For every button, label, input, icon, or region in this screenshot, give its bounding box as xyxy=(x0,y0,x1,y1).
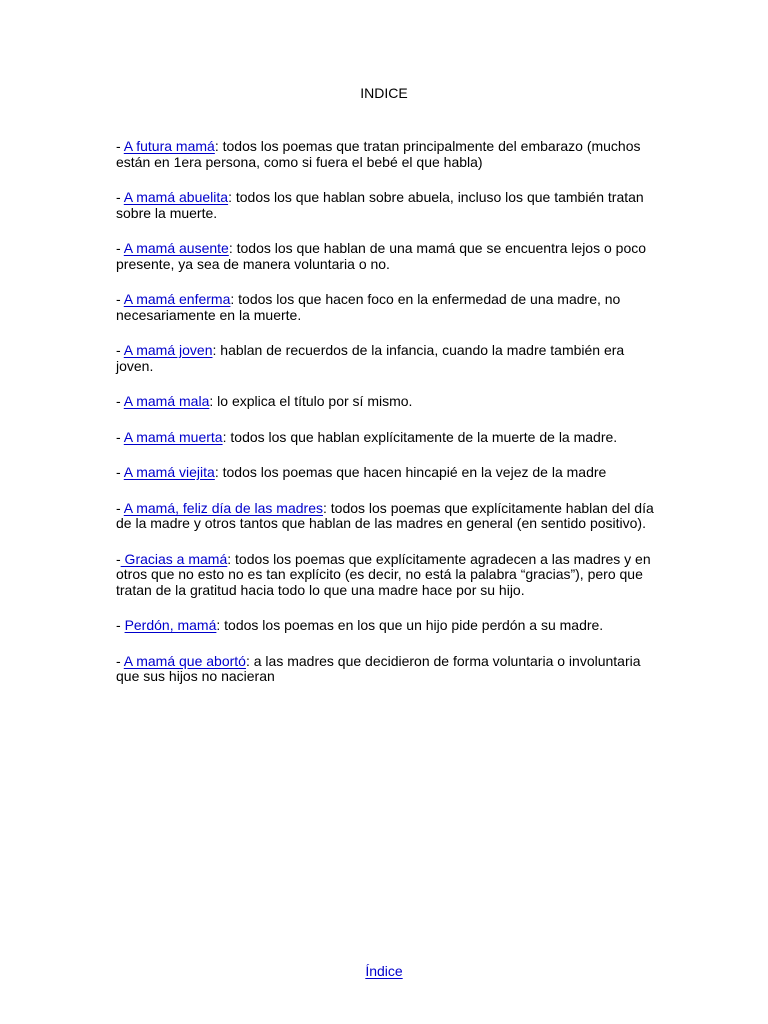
entry-description: : todos los que hablan explícitamente de la muerte de la madre. xyxy=(222,428,618,445)
index-entry-aborto xyxy=(116,654,656,685)
link-feliz-dia-de-las-madres[interactable]: A mamá, feliz día de las madres xyxy=(123,499,323,516)
entry-description: : todos los que hablan de una mamá que se encuentra lejos o poco presente, ya sea de manera voluntaria o no. xyxy=(116,240,647,272)
index-entry-viejita xyxy=(116,465,656,481)
index-entry-ausente xyxy=(116,241,656,272)
entry-description: : todos los que hacen foco en la enfermedad de una madre, no necesariamente en la muerte. xyxy=(116,291,621,323)
entry-dash: - xyxy=(116,428,124,445)
entry-description: : a las madres que decidieron de forma voluntaria o involuntaria que sus hijos no nacieran xyxy=(116,652,641,684)
link-a-mama-que-aborto[interactable]: A mamá que abortó xyxy=(123,652,246,669)
index-entry-perdon xyxy=(116,618,656,634)
entry-description: : todos los poemas que explícitamente hablan del día de la madre y otros tantos que hablan de las madres en general (en sentido positivo). xyxy=(116,499,654,531)
entry-dash: - xyxy=(116,291,124,307)
entry-dash: - xyxy=(116,499,124,516)
link-a-mama-joven[interactable]: A mamá joven xyxy=(123,342,213,358)
link-a-futura-mama[interactable]: A futura mamá xyxy=(123,138,215,154)
entry-dash: - xyxy=(116,464,124,480)
index-entry-mala xyxy=(116,394,656,410)
entry-dash: - xyxy=(116,393,124,409)
entry-description: : todos los poemas que hacen hincapié en la vejez de la madre xyxy=(214,464,607,480)
entry-dash: - xyxy=(116,342,124,358)
link-perdon-mama[interactable]: Perdón, mamá xyxy=(124,617,217,633)
entry-description: : todos los poemas en los que un hijo pide perdón a su madre. xyxy=(216,617,604,633)
entry-description: : todos los poemas que explícitamente agradecen a las madres y en otros que no esto no es tan explícito (es decir, no está la palabra “gracias”), pero que tratan de la gratitud hacia todo lo que una madre hace por su hijo. xyxy=(116,550,651,598)
index-entry-enferma xyxy=(116,292,656,323)
link-a-mama-muerta[interactable]: A mamá muerta xyxy=(123,428,223,445)
index-entry-futura xyxy=(116,139,656,170)
index-entry-gracias xyxy=(116,552,656,599)
entry-description: : hablan de recuerdos de la infancia, cuando la madre también era joven. xyxy=(116,342,625,374)
entry-dash: - xyxy=(116,189,124,205)
entry-description: : todos los que hablan sobre abuela, incluso los que también tratan sobre la muerte. xyxy=(116,189,644,221)
entry-dash: - xyxy=(116,617,125,633)
link-gracias-a-mama[interactable]: Gracias a mamá xyxy=(120,550,228,567)
link-a-mama-enferma[interactable]: A mamá enferma xyxy=(123,291,231,307)
index-entry-joven xyxy=(116,343,656,374)
entry-description: : todos los poemas que tratan principalmente del embarazo (muchos están en 1era persona, como si fuera el bebé el que habla) xyxy=(116,138,641,170)
entry-dash: - xyxy=(116,652,124,669)
index-entry-muerta xyxy=(116,430,656,446)
index-entry-abuelita xyxy=(116,190,656,221)
footer xyxy=(0,963,768,979)
index-list xyxy=(116,139,656,705)
link-a-mama-abuelita[interactable]: A mamá abuelita xyxy=(123,189,229,205)
footer-index-link[interactable]: Índice xyxy=(365,963,403,979)
link-a-mama-mala[interactable]: A mamá mala xyxy=(123,393,210,409)
entry-description: : lo explica el título por sí mismo. xyxy=(209,393,413,409)
page-title: INDICE xyxy=(360,85,408,101)
entry-dash: - xyxy=(116,138,124,154)
link-a-mama-viejita[interactable]: A mamá viejita xyxy=(123,464,215,480)
entry-dash: - xyxy=(116,240,124,256)
link-a-mama-ausente[interactable]: A mamá ausente xyxy=(123,240,229,256)
index-entry-feliz-dia xyxy=(116,501,656,532)
entry-dash: - xyxy=(116,550,121,567)
